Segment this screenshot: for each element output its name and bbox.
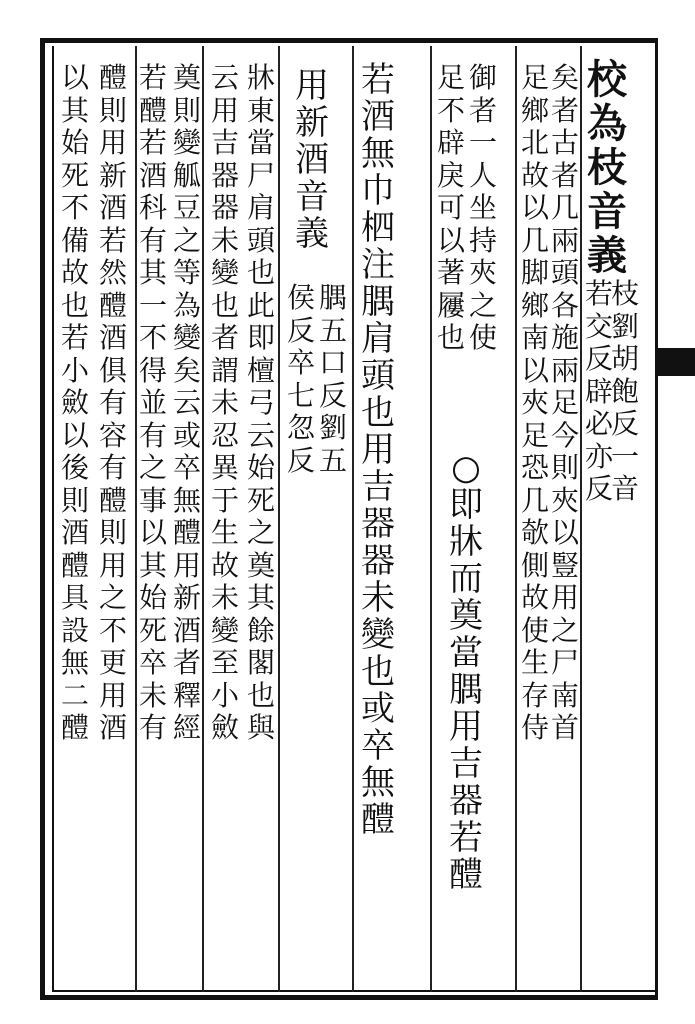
column-7-heading (292, 68, 332, 253)
glyph: 欹 (520, 516, 549, 549)
glyph: 音 (295, 177, 329, 217)
glyph: 南 (520, 321, 549, 354)
glyph: 若 (138, 61, 167, 94)
glyph: 兩 (550, 353, 579, 387)
glyph: 用 (550, 581, 579, 614)
glyph: ○ (451, 448, 481, 488)
column-11-text (136, 62, 170, 745)
column-7-annotation-right (316, 282, 350, 477)
glyph: 並 (138, 386, 167, 419)
glyph: 不 (436, 93, 465, 127)
glyph: 小 (210, 678, 239, 712)
glyph: 腢 (361, 282, 395, 322)
glyph: 七 (286, 378, 315, 412)
glyph: 若 (449, 818, 483, 858)
glyph: 酒 (295, 140, 329, 180)
glyph: 生 (520, 646, 549, 679)
glyph: 可 (436, 191, 465, 224)
glyph: 變 (210, 613, 239, 647)
glyph: 容 (98, 418, 127, 452)
glyph: 用 (172, 548, 201, 582)
glyph: 無 (361, 763, 395, 803)
glyph: 脚 (520, 256, 549, 289)
glyph: 之 (550, 613, 579, 647)
glyph: 即 (449, 485, 483, 525)
glyph: 當 (246, 126, 275, 159)
column-10-text (170, 62, 204, 745)
glyph: 始 (60, 126, 89, 159)
glyph: 用 (361, 430, 395, 470)
glyph: 則 (550, 451, 579, 484)
glyph: 恐 (520, 451, 549, 484)
glyph: 奠 (449, 596, 483, 636)
glyph: 閣 (246, 646, 275, 679)
glyph: 酒 (60, 516, 89, 549)
glyph: 存 (520, 678, 549, 712)
glyph: 當 (449, 633, 483, 673)
glyph: 五 (318, 443, 347, 477)
glyph: 以 (520, 353, 549, 387)
glyph: 卒 (286, 346, 315, 379)
glyph: 更 (98, 646, 127, 679)
glyph: 變 (172, 126, 201, 159)
glyph: 不 (98, 613, 127, 647)
glyph: 有 (138, 223, 167, 257)
glyph: 後 (60, 451, 89, 484)
glyph: 器 (361, 504, 395, 544)
glyph: 得 (138, 353, 167, 387)
glyph: 俱 (98, 353, 127, 387)
glyph: 反 (584, 342, 613, 375)
glyph: 則 (98, 93, 127, 127)
glyph: 不 (138, 321, 167, 354)
glyph: 反 (610, 407, 639, 440)
column-2-text (548, 62, 582, 745)
glyph: 枝 (587, 144, 627, 191)
glyph: 未 (361, 578, 395, 618)
glyph: 音 (587, 188, 627, 235)
glyph: 奠 (172, 61, 201, 94)
glyph: 忍 (210, 418, 239, 452)
glyph: 以 (138, 516, 167, 549)
glyph: 死 (138, 613, 167, 647)
glyph: 者 (210, 321, 239, 354)
glyph: 劉 (610, 309, 639, 343)
glyph: 音 (610, 472, 639, 505)
glyph: 為 (172, 288, 201, 322)
column-5-main (446, 450, 486, 894)
glyph: 用 (295, 66, 329, 106)
glyph: 未 (210, 386, 239, 419)
column-4-text (466, 62, 500, 355)
glyph: 夾 (550, 483, 579, 517)
glyph: 以 (60, 61, 89, 94)
glyph: 注 (361, 245, 395, 285)
glyph: 鄉 (520, 93, 549, 127)
glyph: 一 (138, 288, 167, 322)
glyph: 之 (468, 288, 497, 322)
glyph: 交 (584, 309, 613, 343)
column-rule (515, 46, 517, 992)
glyph: 未 (138, 678, 167, 712)
glyph: 醴 (98, 483, 127, 517)
glyph: 以 (60, 418, 89, 452)
adjacent-page-edge (655, 38, 695, 1000)
glyph: 死 (60, 158, 89, 192)
glyph: 兩 (550, 223, 579, 257)
glyph: 死 (246, 483, 275, 517)
glyph: 腢 (318, 281, 347, 314)
glyph: 醴 (172, 516, 201, 549)
glyph: 北 (520, 126, 549, 159)
glyph: 辟 (436, 126, 465, 159)
glyph: 生 (210, 516, 239, 549)
glyph: 用 (210, 93, 239, 127)
glyph: 檀 (246, 353, 275, 387)
glyph: 側 (520, 548, 549, 582)
glyph: 尸 (246, 158, 275, 192)
glyph: 若 (98, 223, 127, 257)
glyph: 若 (138, 126, 167, 159)
glyph: 新 (295, 103, 329, 143)
column-rule (430, 46, 432, 992)
glyph: 義 (295, 214, 329, 254)
column-12-text (96, 62, 130, 745)
glyph: 枝 (610, 277, 639, 310)
glyph: 東 (246, 93, 275, 127)
glyph: 醴 (449, 855, 483, 895)
glyph: 未 (210, 223, 239, 257)
glyph: 以 (436, 223, 465, 257)
glyph: 奠 (246, 548, 275, 582)
glyph: 用 (98, 678, 127, 712)
glyph: 人 (468, 158, 497, 192)
glyph: 足 (520, 418, 549, 452)
glyph: 辟 (584, 374, 613, 408)
glyph: 醴 (60, 711, 89, 744)
column-1-annotation-left (582, 278, 616, 506)
glyph: 足 (436, 61, 465, 94)
glyph: 于 (210, 483, 239, 517)
glyph: 其 (246, 581, 275, 614)
glyph: 以 (550, 516, 579, 549)
glyph: 觚 (172, 158, 201, 192)
glyph: 未 (210, 581, 239, 614)
glyph: 云 (210, 61, 239, 94)
glyph: 此 (246, 288, 275, 322)
glyph: 始 (138, 581, 167, 614)
glyph: 之 (172, 223, 201, 257)
glyph: 口 (318, 346, 347, 379)
glyph: 具 (60, 581, 89, 614)
glyph: 備 (60, 223, 89, 257)
glyph: 足 (550, 386, 579, 419)
glyph: 餘 (246, 613, 275, 647)
glyph: 無 (60, 646, 89, 679)
glyph: 故 (520, 581, 549, 614)
glyph: 者 (550, 93, 579, 127)
frame-inner-rule (52, 46, 54, 992)
glyph: 古 (550, 126, 579, 159)
glyph: 肩 (361, 319, 395, 359)
column-1-heading (584, 58, 630, 278)
glyph: 事 (138, 483, 167, 517)
glyph: 飽 (610, 374, 639, 408)
glyph: 忽 (286, 411, 315, 444)
glyph: 用 (98, 126, 127, 159)
glyph: 几 (520, 223, 549, 257)
glyph: 斂 (60, 386, 89, 419)
glyph: 亦 (584, 439, 613, 473)
glyph: 今 (550, 418, 579, 452)
glyph: 斂 (210, 711, 239, 744)
glyph: 為 (587, 100, 627, 147)
glyph: 醴 (361, 800, 395, 840)
glyph: 其 (60, 93, 89, 127)
column-rule (278, 46, 280, 992)
glyph: 反 (286, 313, 315, 347)
column-13-text (58, 62, 92, 745)
glyph: 而 (449, 559, 483, 599)
glyph: 夾 (468, 256, 497, 289)
glyph: 故 (210, 548, 239, 582)
glyph: 夾 (520, 386, 549, 419)
glyph: 若 (361, 60, 395, 100)
glyph: 卒 (361, 726, 395, 766)
glyph: 故 (520, 158, 549, 192)
glyph: 有 (98, 451, 127, 484)
glyph: 吉 (361, 467, 395, 507)
glyph: 酒 (172, 613, 201, 647)
glyph: 也 (246, 256, 275, 289)
glyph: 坐 (468, 191, 497, 224)
glyph: 云 (172, 386, 201, 419)
glyph: 也 (361, 652, 395, 692)
glyph: 酒 (138, 158, 167, 192)
glyph: 醴 (138, 93, 167, 127)
glyph: 謂 (210, 353, 239, 387)
glyph: 五 (318, 313, 347, 347)
glyph: 不 (60, 191, 89, 224)
glyph: 無 (361, 134, 395, 174)
glyph: 其 (138, 256, 167, 289)
glyph: 小 (60, 353, 89, 387)
glyph: 以 (520, 191, 549, 224)
glyph: 則 (98, 516, 127, 549)
glyph: 者 (468, 93, 497, 127)
glyph: 者 (550, 158, 579, 192)
glyph: 等 (172, 256, 201, 289)
glyph: 校 (587, 56, 627, 103)
column-8-text (244, 62, 278, 745)
glyph: 若 (584, 277, 613, 310)
glyph: 變 (172, 321, 201, 354)
glyph: 南 (550, 678, 579, 712)
glyph: 鄉 (520, 288, 549, 322)
glyph: 尸 (550, 646, 579, 679)
glyph: 几 (550, 191, 579, 224)
glyph: 無 (172, 483, 201, 517)
glyph: 之 (138, 451, 167, 484)
glyph: 侍 (520, 711, 549, 744)
glyph: 新 (172, 581, 201, 614)
glyph: 各 (550, 288, 579, 322)
glyph: 卒 (172, 451, 201, 484)
glyph: 首 (550, 711, 579, 744)
glyph: 酒 (361, 97, 395, 137)
glyph: 至 (210, 646, 239, 679)
glyph: 即 (246, 321, 275, 354)
glyph: 科 (138, 191, 167, 224)
glyph: 始 (246, 451, 275, 484)
glyph: 然 (98, 256, 127, 289)
glyph: 二 (60, 678, 89, 712)
glyph: 几 (520, 483, 549, 517)
glyph: 新 (98, 158, 127, 192)
glyph: 器 (210, 158, 239, 192)
glyph: 頭 (550, 256, 579, 289)
glyph: 腢 (449, 670, 483, 710)
glyph: 酒 (98, 711, 127, 744)
glyph: 反 (286, 443, 315, 477)
glyph: 義 (587, 232, 627, 279)
glyph: 柶 (361, 208, 395, 248)
column-5-text (434, 62, 468, 355)
glyph: 劉 (318, 411, 347, 444)
glyph: 有 (138, 418, 167, 452)
glyph: 矣 (550, 61, 579, 94)
glyph: 持 (468, 223, 497, 257)
glyph: 有 (138, 711, 167, 744)
glyph: 醴 (60, 548, 89, 582)
glyph: 肩 (246, 191, 275, 224)
glyph: 與 (246, 711, 275, 744)
glyph: 著 (436, 256, 465, 289)
glyph: 變 (361, 615, 395, 655)
glyph: 反 (584, 472, 613, 505)
glyph: 足 (520, 61, 549, 94)
column-9-text (208, 62, 242, 745)
glyph: 釋 (172, 678, 201, 712)
glyph: 吉 (210, 126, 239, 159)
glyph: 用 (449, 707, 483, 747)
glyph: 巾 (361, 171, 395, 211)
glyph: 頭 (246, 223, 275, 257)
glyph: 變 (210, 256, 239, 289)
glyph: 也 (361, 393, 395, 433)
glyph: 反 (318, 378, 347, 412)
glyph: 使 (520, 613, 549, 647)
glyph: 用 (98, 548, 127, 582)
glyph: 或 (172, 418, 201, 452)
glyph: 之 (246, 516, 275, 549)
glyph: 酒 (98, 191, 127, 224)
glyph: 也 (246, 678, 275, 712)
glyph: 有 (98, 386, 127, 419)
glyph: 胡 (610, 342, 639, 375)
glyph: 云 (246, 418, 275, 452)
glyph: 其 (138, 548, 167, 582)
glyph: 設 (60, 613, 89, 647)
glyph: 或 (361, 689, 395, 729)
glyph: 一 (468, 126, 497, 159)
glyph: 施 (550, 321, 579, 354)
glyph: 使 (468, 321, 497, 354)
column-7-annotation-left (284, 282, 318, 477)
glyph: 酒 (98, 321, 127, 354)
page-tab-marker (655, 348, 695, 376)
glyph: 器 (361, 541, 395, 581)
glyph: 器 (210, 191, 239, 224)
glyph: 醴 (98, 288, 127, 322)
glyph: 牀 (449, 522, 483, 562)
glyph: 則 (172, 93, 201, 127)
glyph: 則 (60, 483, 89, 517)
glyph: 也 (210, 288, 239, 322)
glyph: 屨 (436, 288, 465, 322)
glyph: 也 (436, 321, 465, 354)
glyph: 異 (210, 451, 239, 484)
column-6-text (358, 62, 398, 839)
glyph: 牀 (246, 61, 275, 94)
glyph: 御 (468, 61, 497, 94)
column-3-text (518, 62, 552, 745)
glyph: 醴 (98, 61, 127, 94)
glyph: 吉 (449, 744, 483, 784)
glyph: 一 (610, 439, 639, 473)
glyph: 弓 (246, 386, 275, 419)
glyph: 必 (584, 407, 613, 440)
glyph: 卒 (138, 646, 167, 679)
glyph: 侯 (286, 281, 315, 314)
glyph: 也 (60, 288, 89, 322)
glyph: 器 (449, 781, 483, 821)
glyph: 頭 (361, 356, 395, 396)
glyph: 矣 (172, 353, 201, 387)
glyph: 豆 (172, 191, 201, 224)
glyph: 若 (60, 321, 89, 354)
frame-bottom-rule (52, 990, 662, 992)
glyph: 戾 (436, 158, 465, 192)
glyph: 者 (172, 646, 201, 679)
glyph: 故 (60, 256, 89, 289)
glyph: 經 (172, 711, 201, 744)
column-rule (352, 46, 354, 992)
glyph: 豎 (550, 548, 579, 582)
glyph: 之 (98, 581, 127, 614)
